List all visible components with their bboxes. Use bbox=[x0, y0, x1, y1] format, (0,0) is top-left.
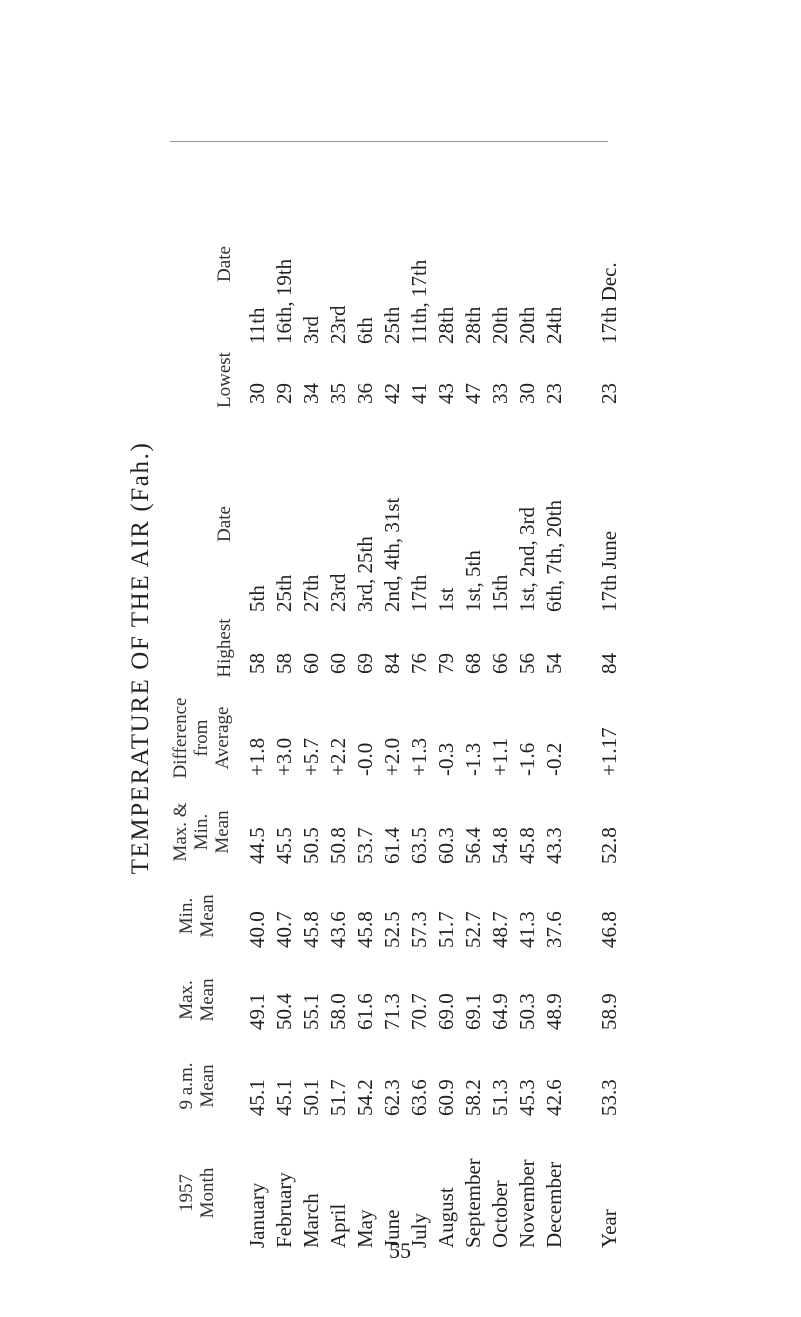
maxmin-mean-cell: 60.3 bbox=[434, 827, 458, 864]
month-cell: September bbox=[461, 1158, 485, 1248]
table-row bbox=[352, 74, 378, 1254]
header-month bbox=[176, 1138, 218, 1248]
difference-cell: +1.17 bbox=[597, 727, 621, 776]
difference-cell: +1.1 bbox=[488, 737, 512, 776]
am-mean-cell: 58.2 bbox=[461, 1079, 485, 1116]
year-summary-row bbox=[596, 74, 622, 1254]
month-cell: October bbox=[488, 1180, 512, 1248]
header-min-line: Min. bbox=[176, 897, 197, 935]
header-am-line: Mean bbox=[197, 1064, 218, 1108]
highest-date-cell: 1st bbox=[434, 587, 458, 612]
min-mean-cell: 52.7 bbox=[461, 911, 485, 948]
page-title: TEMPERATURE OF THE AIR (Fah.) bbox=[127, 441, 154, 875]
header-am bbox=[176, 1046, 218, 1126]
highest-cell: 69 bbox=[353, 653, 377, 674]
lowest-date-cell: 3rd bbox=[299, 316, 323, 344]
temperature-table bbox=[170, 74, 621, 1254]
page-number: 55 bbox=[389, 1238, 411, 1263]
header-diff-line: Average bbox=[212, 706, 233, 770]
header-month-line: 1957 bbox=[176, 1174, 197, 1212]
am-mean-cell: 45.1 bbox=[245, 1079, 269, 1116]
highest-date-cell: 17th June bbox=[597, 530, 621, 612]
lowest-date-cell: 16th, 19th bbox=[272, 258, 296, 344]
highest-cell: 58 bbox=[272, 653, 296, 674]
highest-cell: 56 bbox=[515, 653, 539, 674]
lowest-cell: 41 bbox=[407, 383, 431, 404]
highest-date-cell: 1st, 2nd, 3rd bbox=[515, 507, 539, 612]
header-highest bbox=[214, 610, 235, 686]
maxmin-mean-cell: 43.3 bbox=[542, 827, 566, 864]
month-cell: March bbox=[299, 1193, 323, 1248]
table-row bbox=[514, 74, 540, 1254]
highest-date-cell: 25th bbox=[272, 574, 296, 612]
highest-cell: 66 bbox=[488, 653, 512, 674]
month-cell: July bbox=[407, 1212, 431, 1248]
max-mean-cell: 49.1 bbox=[245, 993, 269, 1030]
min-mean-cell: 48.7 bbox=[488, 911, 512, 948]
am-mean-cell: 54.2 bbox=[353, 1079, 377, 1116]
max-mean-cell: 61.6 bbox=[353, 993, 377, 1030]
table-row bbox=[379, 74, 405, 1254]
min-mean-cell: 45.8 bbox=[299, 911, 323, 948]
min-mean-cell: 57.3 bbox=[407, 911, 431, 948]
difference-cell: +2.0 bbox=[380, 737, 404, 776]
min-mean-cell: 40.0 bbox=[245, 911, 269, 948]
difference-cell: +1.8 bbox=[245, 737, 269, 776]
max-mean-cell: 50.4 bbox=[272, 993, 296, 1030]
min-mean-cell: 40.7 bbox=[272, 911, 296, 948]
max-mean-cell: 50.3 bbox=[515, 993, 539, 1030]
table-row bbox=[298, 74, 324, 1254]
header-mean-line: Min. bbox=[191, 813, 212, 851]
am-mean-cell: 45.3 bbox=[515, 1079, 539, 1116]
difference-cell: +2.2 bbox=[326, 737, 350, 776]
highest-cell: 60 bbox=[299, 653, 323, 674]
table-row bbox=[460, 74, 486, 1254]
header-month-line: Month bbox=[197, 1167, 218, 1219]
lowest-date-cell: 23rd bbox=[326, 305, 350, 344]
am-mean-cell: 45.1 bbox=[272, 1079, 296, 1116]
month-cell: Year bbox=[597, 1209, 621, 1248]
lowest-cell: 23 bbox=[542, 383, 566, 404]
table-header bbox=[170, 74, 244, 1254]
lowest-date-cell: 17th Dec. bbox=[597, 262, 621, 344]
highest-date-cell: 17th bbox=[407, 574, 431, 612]
am-mean-cell: 62.3 bbox=[380, 1079, 404, 1116]
lowest-date-cell: 6th bbox=[353, 317, 377, 344]
header-lowest-line: Lowest bbox=[214, 352, 235, 408]
lowest-cell: 43 bbox=[434, 383, 458, 404]
highest-cell: 54 bbox=[542, 653, 566, 674]
month-cell: April bbox=[326, 1203, 350, 1248]
highest-date-cell: 23rd bbox=[326, 573, 350, 612]
maxmin-mean-cell: 54.8 bbox=[488, 827, 512, 864]
table-row bbox=[541, 74, 567, 1254]
header-highest-date bbox=[214, 484, 235, 564]
lowest-cell: 30 bbox=[515, 383, 539, 404]
lowest-cell: 35 bbox=[326, 383, 350, 404]
highest-date-cell: 5th bbox=[245, 585, 269, 612]
lowest-date-cell: 11th, 17th bbox=[407, 259, 431, 344]
min-mean-cell: 45.8 bbox=[353, 911, 377, 948]
highest-cell: 84 bbox=[597, 653, 621, 674]
header-mean bbox=[170, 792, 233, 872]
maxmin-mean-cell: 45.8 bbox=[515, 827, 539, 864]
maxmin-mean-cell: 45.5 bbox=[272, 827, 296, 864]
table-row bbox=[244, 74, 270, 1254]
difference-cell: -0.2 bbox=[542, 742, 566, 776]
max-mean-cell: 70.7 bbox=[407, 993, 431, 1030]
difference-cell: -1.6 bbox=[515, 742, 539, 776]
month-cell: January bbox=[245, 1182, 269, 1248]
min-mean-cell: 37.6 bbox=[542, 911, 566, 948]
table-row bbox=[271, 74, 297, 1254]
highest-date-cell: 15th bbox=[488, 574, 512, 612]
header-lowest-date-line: Date bbox=[214, 246, 235, 282]
table-row bbox=[325, 74, 351, 1254]
max-mean-cell: 71.3 bbox=[380, 993, 404, 1030]
header-max bbox=[176, 960, 218, 1040]
maxmin-mean-cell: 53.7 bbox=[353, 827, 377, 864]
header-lowest bbox=[214, 342, 235, 418]
max-mean-cell: 55.1 bbox=[299, 993, 323, 1030]
header-diff-line: Difference bbox=[170, 697, 191, 779]
lowest-date-cell: 24th bbox=[542, 306, 566, 344]
max-mean-cell: 58.9 bbox=[597, 993, 621, 1030]
lowest-date-cell: 11th bbox=[245, 307, 269, 344]
max-mean-cell: 69.0 bbox=[434, 993, 458, 1030]
highest-cell: 68 bbox=[461, 653, 485, 674]
difference-cell: +1.3 bbox=[407, 737, 431, 776]
difference-cell: +5.7 bbox=[299, 737, 323, 776]
highest-date-cell: 6th, 7th, 20th bbox=[542, 499, 566, 612]
highest-cell: 79 bbox=[434, 653, 458, 674]
am-mean-cell: 53.3 bbox=[597, 1079, 621, 1116]
header-mean-line: Mean bbox=[212, 810, 233, 854]
lowest-cell: 42 bbox=[380, 383, 404, 404]
header-mean-line: Max. & bbox=[170, 802, 191, 862]
highest-cell: 76 bbox=[407, 653, 431, 674]
highest-date-cell: 2nd, 4th, 31st bbox=[380, 497, 404, 612]
lowest-date-cell: 20th bbox=[515, 306, 539, 344]
highest-date-cell: 1st, 5th bbox=[461, 550, 485, 612]
header-diff bbox=[170, 690, 233, 786]
maxmin-mean-cell: 50.5 bbox=[299, 827, 323, 864]
header-am-line: 9 a.m. bbox=[176, 1062, 197, 1110]
max-mean-cell: 48.9 bbox=[542, 993, 566, 1030]
month-cell: December bbox=[542, 1161, 566, 1248]
min-mean-cell: 51.7 bbox=[434, 911, 458, 948]
maxmin-mean-cell: 50.8 bbox=[326, 827, 350, 864]
difference-cell: -1.3 bbox=[461, 742, 485, 776]
lowest-cell: 29 bbox=[272, 383, 296, 404]
highest-cell: 60 bbox=[326, 653, 350, 674]
lowest-cell: 36 bbox=[353, 383, 377, 404]
header-max-line: Mean bbox=[197, 978, 218, 1022]
lowest-cell: 47 bbox=[461, 383, 485, 404]
header-min-line: Mean bbox=[197, 894, 218, 938]
lowest-date-cell: 28th bbox=[434, 306, 458, 344]
am-mean-cell: 50.1 bbox=[299, 1079, 323, 1116]
lowest-date-cell: 20th bbox=[488, 306, 512, 344]
highest-cell: 84 bbox=[380, 653, 404, 674]
header-lowest-date bbox=[214, 224, 235, 304]
month-cell: June bbox=[380, 1209, 404, 1248]
maxmin-mean-cell: 56.4 bbox=[461, 827, 485, 864]
max-mean-cell: 58.0 bbox=[326, 993, 350, 1030]
header-min bbox=[176, 876, 218, 956]
max-mean-cell: 69.1 bbox=[461, 993, 485, 1030]
difference-cell: -0.0 bbox=[353, 742, 377, 776]
am-mean-cell: 63.6 bbox=[407, 1079, 431, 1116]
difference-cell: +3.0 bbox=[272, 737, 296, 776]
table-row bbox=[406, 74, 432, 1254]
min-mean-cell: 52.5 bbox=[380, 911, 404, 948]
highest-cell: 58 bbox=[245, 653, 269, 674]
lowest-cell: 30 bbox=[245, 383, 269, 404]
min-mean-cell: 41.3 bbox=[515, 911, 539, 948]
table-row bbox=[487, 74, 513, 1254]
lowest-cell: 23 bbox=[597, 383, 621, 404]
table-row bbox=[433, 74, 459, 1254]
month-cell: May bbox=[353, 1209, 377, 1248]
month-cell: November bbox=[515, 1159, 539, 1248]
header-diff-line: from bbox=[191, 719, 212, 757]
lowest-cell: 33 bbox=[488, 383, 512, 404]
header-highest-date-line: Date bbox=[214, 506, 235, 542]
month-cell: August bbox=[434, 1187, 458, 1248]
am-mean-cell: 51.3 bbox=[488, 1079, 512, 1116]
min-mean-cell: 43.6 bbox=[326, 911, 350, 948]
lowest-date-cell: 28th bbox=[461, 306, 485, 344]
maxmin-mean-cell: 44.5 bbox=[245, 827, 269, 864]
highest-date-cell: 27th bbox=[299, 574, 323, 612]
lowest-cell: 34 bbox=[299, 383, 323, 404]
am-mean-cell: 42.6 bbox=[542, 1079, 566, 1116]
highest-date-cell: 3rd, 25th bbox=[353, 536, 377, 612]
maxmin-mean-cell: 52.8 bbox=[597, 827, 621, 864]
maxmin-mean-cell: 63.5 bbox=[407, 827, 431, 864]
am-mean-cell: 60.9 bbox=[434, 1079, 458, 1116]
month-cell: February bbox=[272, 1172, 296, 1248]
max-mean-cell: 64.9 bbox=[488, 993, 512, 1030]
lowest-date-cell: 25th bbox=[380, 306, 404, 344]
difference-cell: -0.3 bbox=[434, 742, 458, 776]
am-mean-cell: 51.7 bbox=[326, 1079, 350, 1116]
header-max-line: Max. bbox=[176, 980, 197, 1020]
maxmin-mean-cell: 61.4 bbox=[380, 827, 404, 864]
min-mean-cell: 46.8 bbox=[597, 911, 621, 948]
header-highest-line: Highest bbox=[214, 618, 235, 678]
